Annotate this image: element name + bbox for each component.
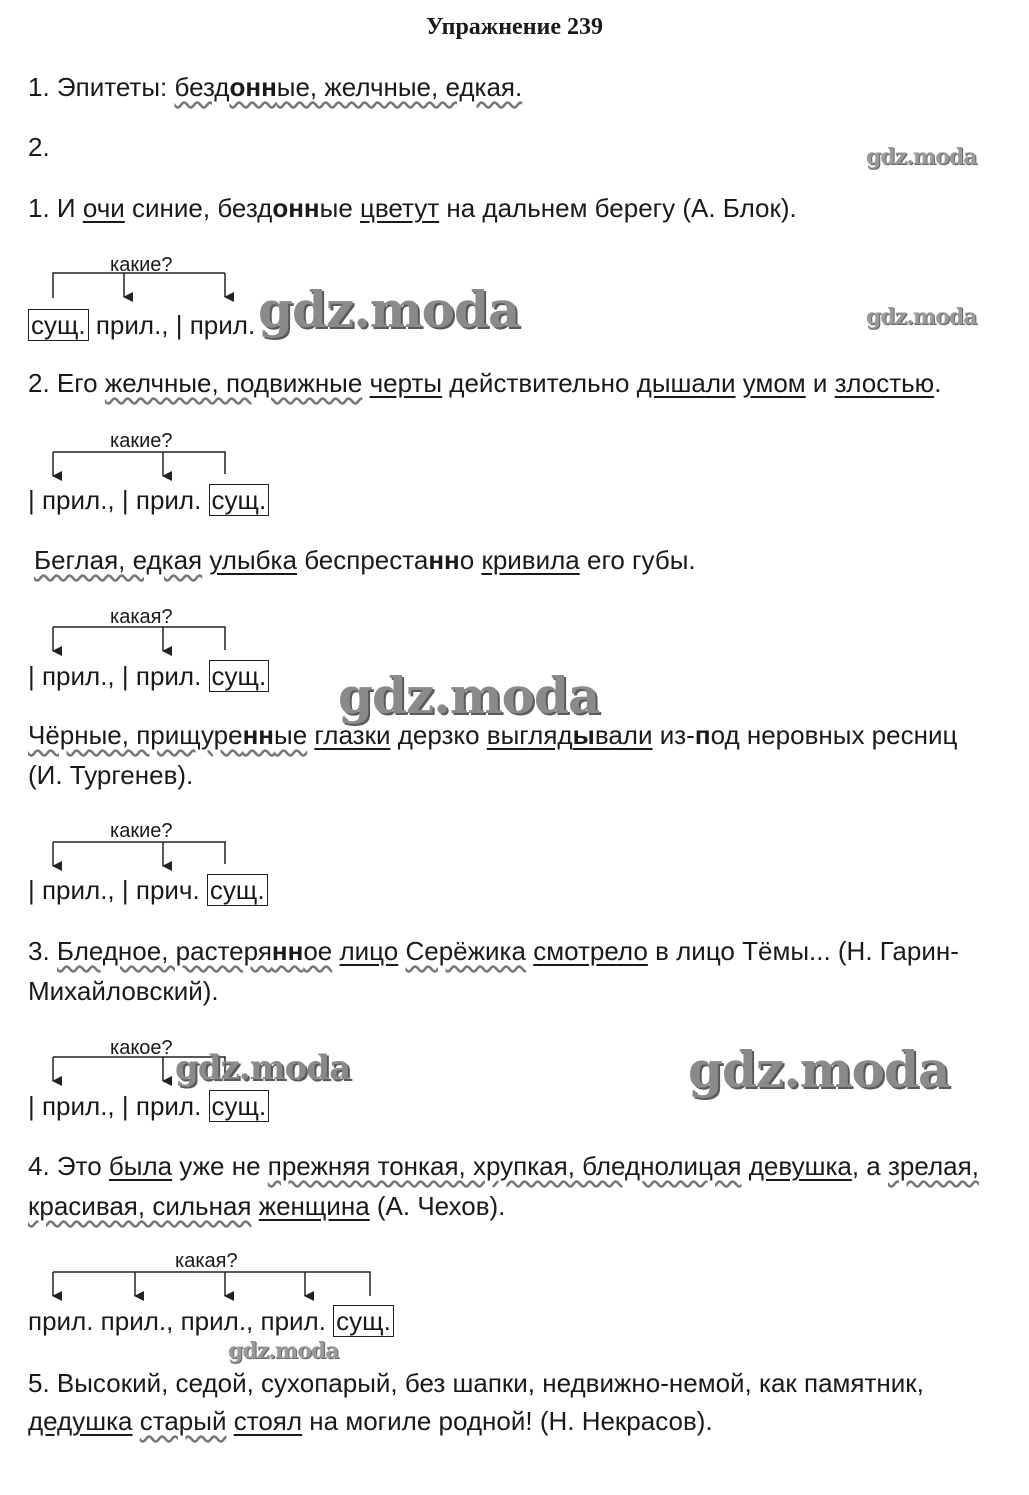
scheme-3: | прил., | прил. сущ. xyxy=(28,661,269,691)
scheme-1: сущ. прил., | прил. xyxy=(28,310,255,340)
question-label-6: какая? xyxy=(175,1250,238,1272)
sentence-6: 4. Это была уже не прежняя тонкая, хрупкая, бледнолицая девушка, а зрелая, xyxy=(28,1151,979,1181)
epithets-line: 1. Эпитеты: бездонные, желчные, едкая. xyxy=(28,72,523,102)
sentence-4: Чёрные, прищуренные глазки дерзко выглядывали из-под неровных ресниц xyxy=(28,720,958,750)
sentence-6-cont: красивая, сильная женщина (А. Чехов). xyxy=(28,1191,506,1221)
watermark-logo: gdz.moda xyxy=(688,1040,950,1099)
sentence-5-cont: Михайловский). xyxy=(28,976,219,1006)
scheme-5: | прил., | прил. сущ. xyxy=(28,1091,269,1121)
sentence-7: 5. Высокий, седой, сухопарый, без шапки, недвижно-немой, как памятник, xyxy=(28,1368,924,1398)
question-label-4: какие? xyxy=(110,820,173,842)
sentence-4-cont: (И. Тургенев). xyxy=(28,760,194,790)
sentence-5: 3. Бледное, растерянное лицо Серёжика смотрело в лицо Тёмы... (Н. Гарин- xyxy=(28,936,959,966)
arrow-group-4 xyxy=(53,842,225,866)
sentence-7-cont: дедушка старый стоял на могиле родной! (Н. Некрасов). xyxy=(28,1406,713,1436)
watermark-logo: gdz.moda xyxy=(866,144,977,170)
scheme-6: прил. прил., прил., прил. сущ. xyxy=(28,1306,394,1336)
watermark-logo: gdz.moda xyxy=(338,666,600,725)
arrow-group-3 xyxy=(53,627,225,651)
scheme-2: | прил., | прил. сущ. xyxy=(28,485,269,515)
watermark-logo: gdz.moda xyxy=(866,304,977,330)
arrow-group-6 xyxy=(53,1272,370,1296)
scheme-4: | прил., | прич. сущ. xyxy=(28,875,268,905)
task-number-2: 2. xyxy=(28,132,50,162)
watermark-logo: gdz.moda xyxy=(175,1048,351,1088)
sentence-1: 1. И очи синие, бездонные цветут на дальнем берегу (А. Блок). xyxy=(28,193,797,223)
watermark-logo: gdz.moda xyxy=(228,1338,339,1364)
question-label-2: какие? xyxy=(110,430,173,452)
sentence-2: 2. Его желчные, подвижные черты действительно дышали умом и злостью. xyxy=(28,368,942,398)
question-label-3: какая? xyxy=(110,606,173,628)
arrow-group-1 xyxy=(53,273,225,298)
exercise-title: Упражнение 239 xyxy=(425,14,603,40)
arrow-group-2 xyxy=(53,452,225,476)
watermark-logo: gdz.moda xyxy=(258,280,520,339)
question-label-5: какое? xyxy=(110,1037,173,1059)
question-label-1: какие? xyxy=(110,254,173,276)
sentence-3: Беглая, едкая улыбка беспрестанно кривила его губы. xyxy=(34,545,696,575)
